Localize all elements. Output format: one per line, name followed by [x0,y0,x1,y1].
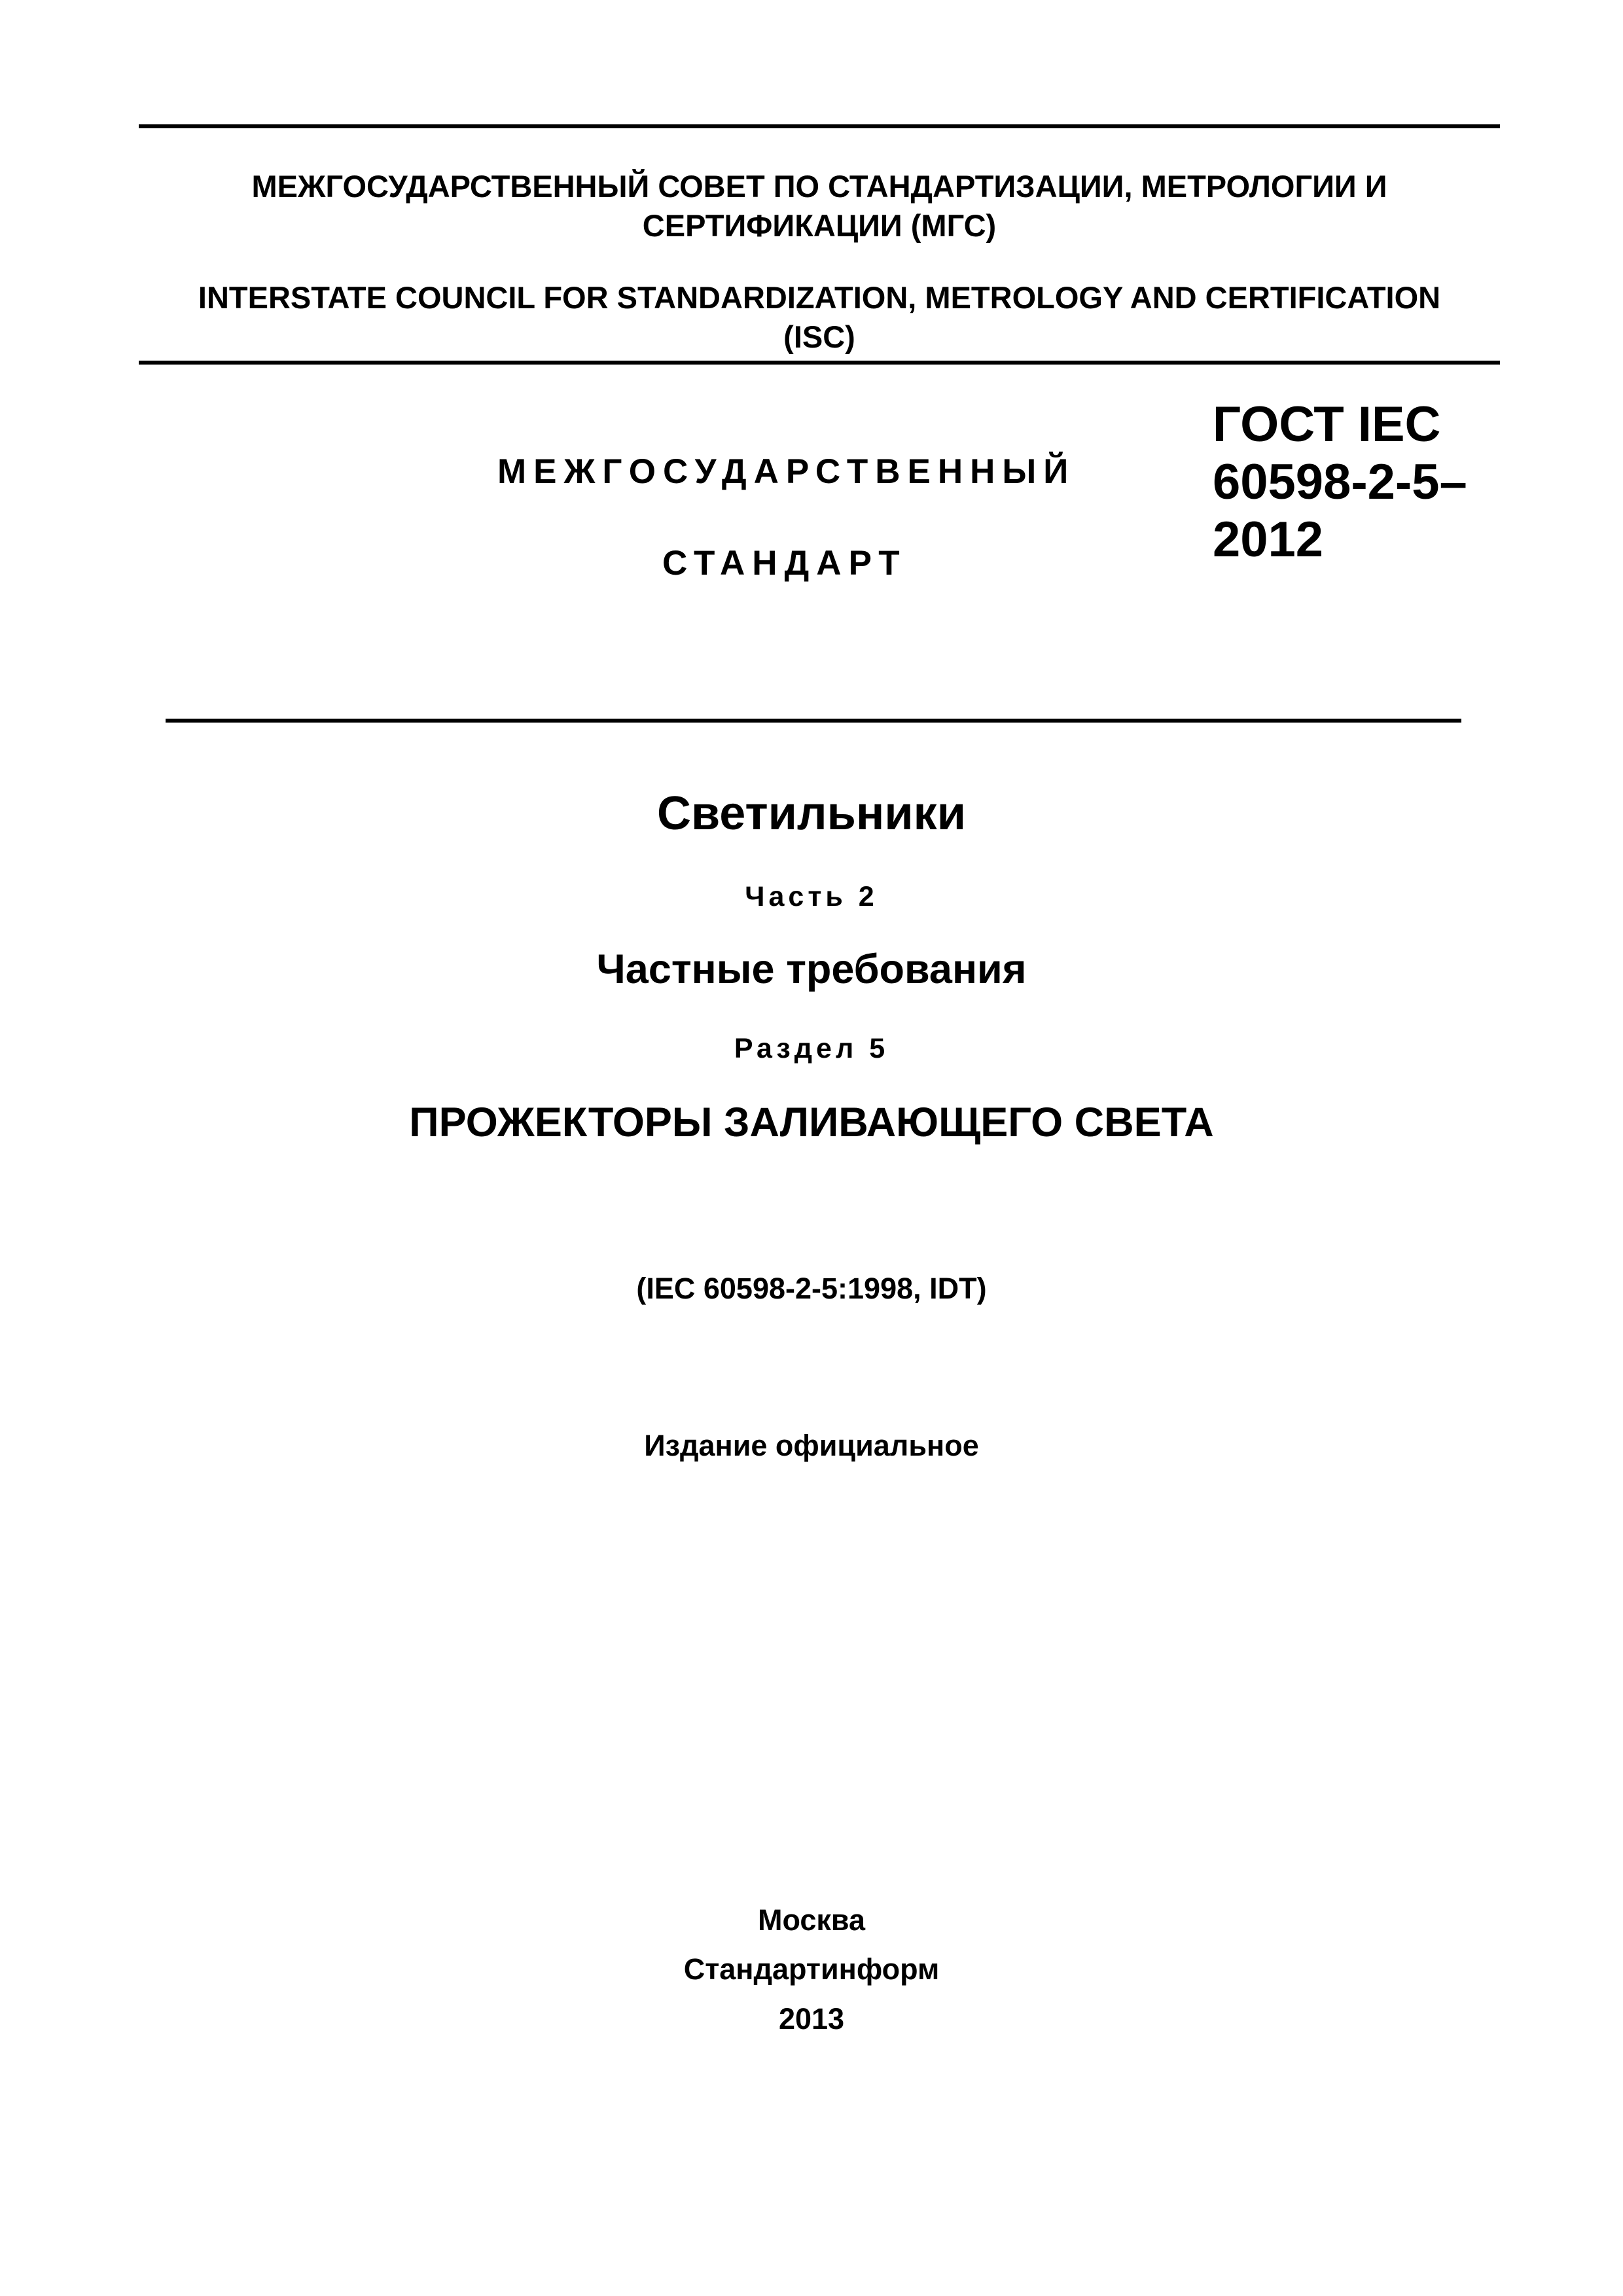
council-name-ru-line2: СЕРТИФИКАЦИИ (МГС) [642,208,997,243]
iec-reference: (IEC 60598-2-5:1998, IDT) [636,1272,987,1305]
council-name-ru [139,167,1500,245]
standard-type-line1: МЕЖГОСУДАРСТВЕННЫЙ [497,452,1076,491]
council-name-en [139,278,1500,357]
section-number: Раздел 5 [734,1033,889,1064]
imprint-city: Москва [757,1903,866,1937]
standard-designation [1213,396,1467,569]
standard-designation-line1: ГОСТ IEC [1213,397,1441,452]
title-rule [166,719,1461,723]
standard-type-line2: СТАНДАРТ [662,544,907,583]
standard-designation-line2: 60598-2-5– [1213,454,1467,510]
council-name-en-line2: (ISC) [783,319,855,354]
section-title: ПРОЖЕКТОРЫ ЗАЛИВАЮЩЕГО СВЕТА [409,1100,1214,1145]
standard-designation-line3: 2012 [1213,512,1324,567]
edition-note: Издание официальное [644,1429,979,1462]
imprint-publisher: Стандартинформ [683,1952,940,1986]
top-rule [139,124,1500,128]
document-title: Светильники [657,787,966,840]
part-title: Частные требования [596,946,1027,992]
imprint-year: 2013 [778,2002,845,2036]
header-bottom-rule [139,361,1500,365]
part-number: Часть 2 [745,881,878,912]
council-name-en-line1: INTERSTATE COUNCIL FOR STANDARDIZATION, METROLOGY AND CERTIFICATION [198,280,1441,315]
council-name-ru-line1: МЕЖГОСУДАРСТВЕННЫЙ СОВЕТ ПО СТАНДАРТИЗАЦИИ, МЕТРОЛОГИИ И [251,169,1387,204]
